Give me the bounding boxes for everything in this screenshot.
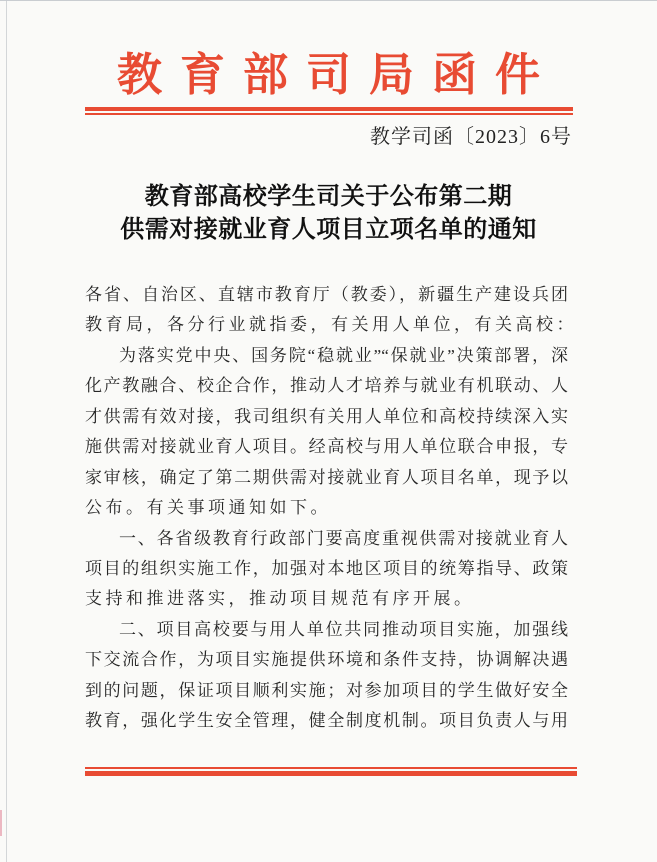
scan-edge-top <box>0 0 657 1</box>
body-line: 化产教融合、校企合作，推动人才培养与就业有机联动、人 <box>85 376 568 396</box>
document-body <box>85 280 577 737</box>
document-title <box>0 181 657 246</box>
body-line: 二、项目高校要与用人单位共同推动项目实施，加强线 <box>119 619 568 639</box>
body-line: 支持和推进落实，推动项目规范有序开展。 <box>85 589 475 609</box>
letterhead-rule <box>85 107 573 115</box>
body-line: 到的问题，保证项目顺利实施；对参加项目的学生做好安全 <box>85 680 568 700</box>
body-line: 为落实党中央、国务院“稳就业”“保就业”决策部署，深 <box>119 345 568 365</box>
body-line: 教育局，各分行业就指委，有关用人单位，有关高校： <box>85 315 577 335</box>
title-line-2: 供需对接就业育人项目立项名单的通知 <box>120 216 537 243</box>
body-line: 才供需有效对接，我司组织有关用人单位和高校持续深入实 <box>85 406 568 426</box>
body-line: 各省、自治区、直辖市教育厅（教委），新疆生产建设兵团 <box>85 285 568 304</box>
body-line: 公布。有关事项通知如下。 <box>85 498 331 518</box>
document-number: 教学司函〔2023〕6号 <box>370 126 572 148</box>
body-line: 教育，强化学生安全管理，健全制度机制。项目负责人与用 <box>85 711 568 731</box>
scan-edge-artifact <box>0 810 2 836</box>
body-line: 一、各省级教育行政部门要高度重视供需对接就业育人 <box>119 528 568 548</box>
title-line-1: 教育部高校学生司关于公布第二期 <box>144 184 513 210</box>
footer-rule <box>85 767 577 776</box>
scan-edge-left <box>6 0 7 862</box>
body-line: 施供需对接就业育人项目。经高校与用人单位联合申报，专 <box>85 437 568 457</box>
letterhead-title: 教育部司局函件 <box>116 50 558 100</box>
body-line: 项目的组织实施工作，加强对本地区项目的统筹指导、政策 <box>85 558 568 578</box>
body-line: 家审核，确定了第二期供需对接就业育人项目名单，现予以 <box>85 467 568 487</box>
body-line: 下交流合作，为项目实施提供环境和条件支持，协调解决遇 <box>85 650 568 670</box>
